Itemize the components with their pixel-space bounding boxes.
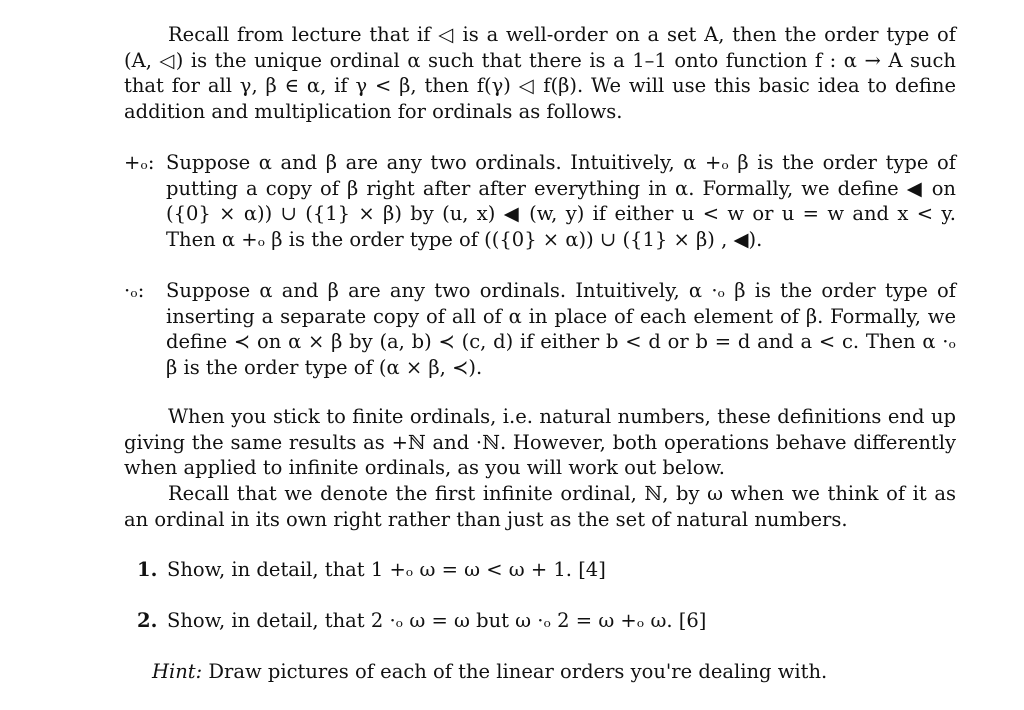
finite-ordinals-paragraph: When you stick to finite ordinals, i.e. natural numbers, these definitions end up giving the same results as +ℕ and ·ℕ. However, both operations behave differently when applied to infinite ordinals, as you will work out below.	[124, 405, 956, 479]
multiplication-definition-text: Suppose α and β are any two ordinals. Intuitively, α ·ₒ β is the order type of inserting a separate copy of all of α in place of each element of β. Formally, we define ≺ on α × β by (a, b) ≺ (c, d) if either b < d or b = d and a < c. Then α ·ₒ β is the order type of (α × β, ≺).	[166, 279, 956, 379]
multiplication-symbol: ·ₒ:	[124, 279, 145, 302]
hint-label: Hint:	[152, 660, 203, 683]
task-2-number: 2.	[137, 609, 158, 632]
addition-definition-text: Suppose α and β are any two ordinals. Intuitively, α +ₒ β is the order type of putting a copy of β right after after everything in α. Formally, we define ◀ on ({0} × α)) ∪ ({1} × β) by (u, x) ◀ (w, y) if either u < w or u = w and x < y. Then α +ₒ β is the order type of (({0} × α)) ∪ ({1} × β) , ◀).	[166, 151, 956, 251]
hint-text: Draw pictures of each of the linear orders you're dealing with.	[208, 660, 828, 683]
addition-symbol: +ₒ:	[124, 151, 155, 174]
task-1-number: 1.	[137, 558, 158, 581]
omega-paragraph: Recall that we denote the first infinite ordinal, ℕ, by ω when we think of it as an ordinal in its own right rather than just as the set of natural numbers.	[124, 482, 956, 531]
task-1	[137, 557, 957, 583]
definition-multiplication	[124, 278, 956, 380]
task-1-text: Show, in detail, that 1 +ₒ ω = ω < ω + 1. [4]	[167, 558, 606, 581]
definition-addition	[124, 150, 956, 252]
task-2-text: Show, in detail, that 2 ·ₒ ω = ω but ω ·ₒ 2 = ω +ₒ ω. [6]	[167, 609, 707, 632]
intro-paragraph: Recall from lecture that if ◁ is a well-order on a set A, then the order type of (A, ◁) is the unique ordinal α such that there is a 1–1 onto function f : α → A such that for all γ, β ∈ α, if γ < β, then f(γ) ◁ f(β). We will use this basic idea to define addition and multiplication for ordinals as follows.	[124, 23, 956, 123]
hint	[152, 659, 952, 685]
task-2	[137, 608, 957, 634]
